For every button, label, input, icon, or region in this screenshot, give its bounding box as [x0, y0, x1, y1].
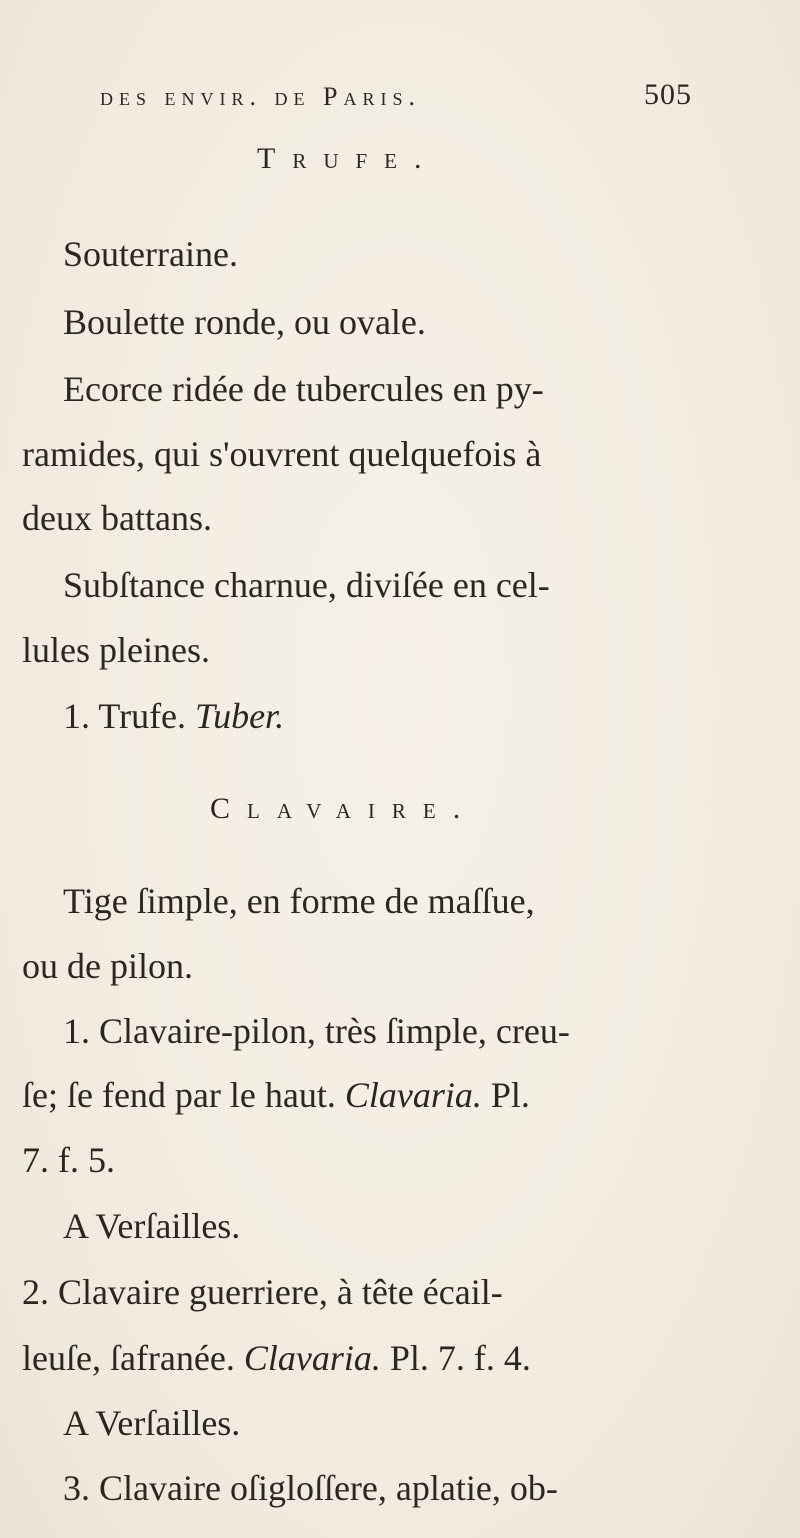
- locality: A Verſailles.: [63, 1403, 241, 1443]
- text-line: deux battans.: [22, 498, 212, 538]
- plate-ref: Pl. 7. f. 4.: [380, 1338, 531, 1378]
- latin-name: Clavaria.: [243, 1338, 381, 1378]
- text-segment: leuſe, ſafranée.: [22, 1338, 244, 1378]
- text-line-with-latin: [22, 1077, 530, 1113]
- text-line: 1. Clavaire-pilon, très ſimple, creu-: [63, 1011, 570, 1051]
- plate-ref: Pl.: [481, 1075, 530, 1115]
- species-latin-name: Tuber.: [195, 696, 285, 736]
- locality: A Verſailles.: [63, 1206, 241, 1246]
- latin-name: Clavaria.: [344, 1075, 482, 1115]
- text-line: Boulette ronde, ou ovale.: [63, 302, 426, 342]
- running-title: des envir. de Paris.: [100, 82, 421, 111]
- text-line: 3. Clavaire oſigloſſere, aplatie, ob-: [63, 1468, 558, 1508]
- text-line: Tige ſimple, en forme de maſſue,: [63, 881, 535, 921]
- section-title-trufe: Trufe.: [257, 142, 439, 175]
- page-number: 505: [644, 78, 692, 111]
- text-line: lules pleines.: [22, 630, 210, 670]
- text-line: Ecorce ridée de tubercules en py-: [63, 369, 544, 409]
- section-title-clavaire: Clavaire.: [210, 792, 478, 825]
- species-entry: [63, 698, 284, 734]
- text-line: ramides, qui s'ouvrent quelquefois à: [22, 434, 542, 474]
- running-header: [100, 78, 692, 112]
- text-line: 7. f. 5.: [22, 1140, 115, 1180]
- text-line: 2. Clavaire guerriere, à tête écail-: [22, 1272, 503, 1312]
- text-segment: ſe; ſe fend par le haut.: [22, 1075, 345, 1115]
- text-line-with-latin: [22, 1340, 531, 1376]
- species-common-name: 1. Trufe.: [63, 696, 196, 736]
- text-line: Subſtance charnue, diviſée en cel-: [63, 565, 550, 605]
- text-line: ou de pilon.: [22, 946, 193, 986]
- text-line: Souterraine.: [63, 234, 238, 274]
